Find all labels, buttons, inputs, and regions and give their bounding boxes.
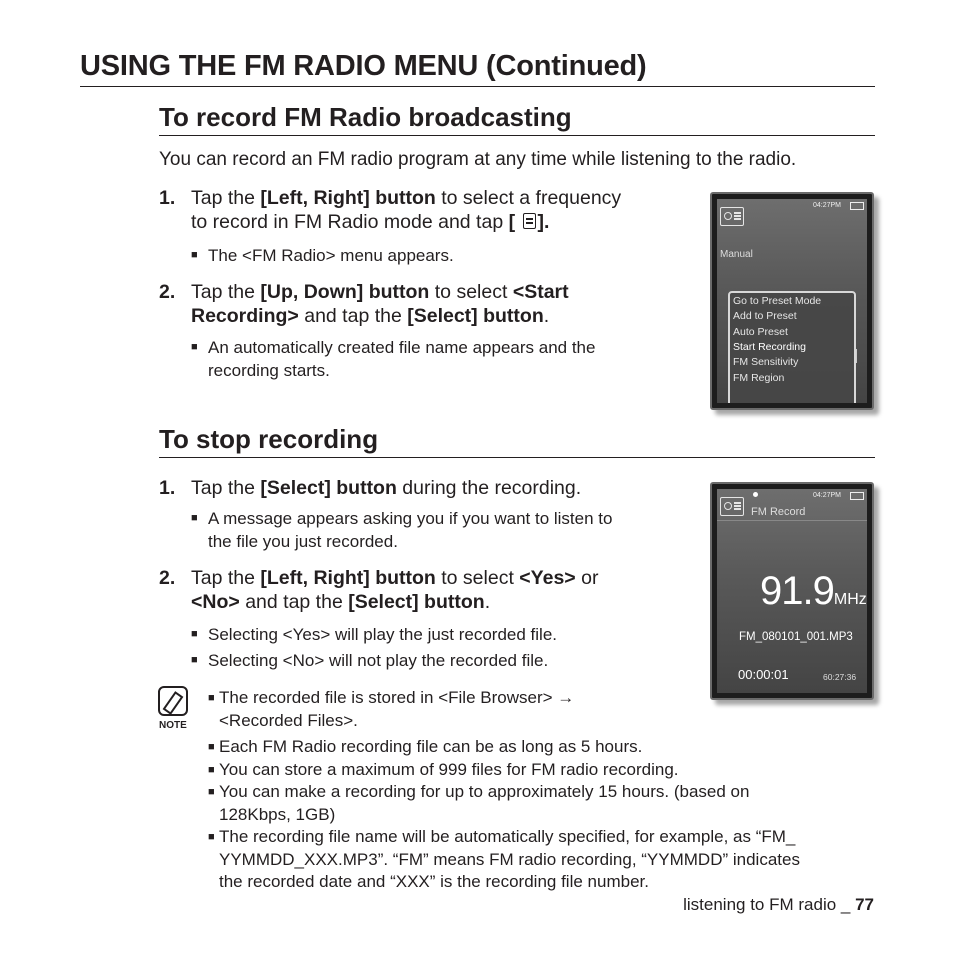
note-icon bbox=[158, 686, 188, 716]
section-rule bbox=[159, 457, 875, 458]
frequency-display: 91.9MHz bbox=[760, 569, 867, 613]
record-filename: FM_080101_001.MP3 bbox=[739, 631, 853, 643]
bullet-square: ■ bbox=[208, 786, 215, 798]
menu-item-go-to-preset-mode[interactable]: Go to Preset Mode bbox=[733, 295, 822, 307]
bullet-square: ■ bbox=[208, 741, 215, 753]
step-number: 2. bbox=[159, 281, 176, 303]
fm-radio-menu bbox=[728, 291, 856, 403]
screen-display bbox=[717, 199, 867, 403]
battery-icon bbox=[850, 202, 864, 210]
stop-step-1 bbox=[159, 476, 699, 502]
step-number: 2. bbox=[159, 567, 176, 589]
step-text: Tap the [Left, Right] button to select <Yes> or <No> and tap the [Select] button. bbox=[191, 567, 599, 613]
footer-section: listening to FM radio _ bbox=[683, 895, 856, 914]
menu-item-fm-region[interactable]: FM Region bbox=[733, 372, 785, 384]
device-screen-fm-record bbox=[710, 482, 874, 700]
bullet-square: ■ bbox=[208, 831, 215, 843]
screen-display bbox=[717, 489, 867, 693]
remaining-time: 60:27:36 bbox=[823, 672, 857, 682]
mode-label: FM Record bbox=[751, 506, 806, 518]
section-heading-stop: To stop recording bbox=[159, 424, 379, 454]
record-step-1 bbox=[159, 186, 699, 236]
tuning-scale-icon bbox=[856, 349, 867, 363]
menu-item-fm-sensitivity[interactable]: FM Sensitivity bbox=[733, 356, 799, 368]
stop-step-2 bbox=[159, 566, 699, 616]
step-text: Tap the [Select] button during the recording. bbox=[191, 477, 582, 499]
page-number: 77 bbox=[855, 895, 874, 914]
bullet-square: ■ bbox=[191, 654, 198, 666]
elapsed-time: 00:00:01 bbox=[738, 667, 789, 682]
menu-item-add-to-preset[interactable]: Add to Preset bbox=[733, 310, 797, 322]
step-text: Tap the [Up, Down] button to select <Start Recording> and tap the [Select] button. bbox=[191, 281, 569, 327]
note-label: NOTE bbox=[159, 720, 187, 731]
bullet-square: ■ bbox=[208, 692, 215, 704]
section-rule bbox=[159, 135, 875, 136]
menu-item-auto-preset[interactable]: Auto Preset bbox=[733, 326, 788, 338]
menu-item-start-recording[interactable]: Start Recording bbox=[733, 341, 806, 353]
intro-text: You can record an FM radio program at any time while listening to the radio. bbox=[159, 149, 797, 170]
step-number: 1. bbox=[159, 187, 176, 209]
page-title: USING THE FM RADIO MENU (Continued) bbox=[80, 50, 647, 82]
menu-icon bbox=[523, 213, 536, 229]
battery-icon bbox=[850, 492, 864, 500]
record-step-2 bbox=[159, 280, 699, 330]
bullet-square: ■ bbox=[191, 512, 198, 524]
bullet-square: ■ bbox=[191, 341, 198, 353]
device-screen-fm-menu bbox=[710, 192, 874, 410]
clock: 04:27PM bbox=[812, 202, 841, 209]
clock: 04:27PM bbox=[812, 492, 841, 499]
record-indicator-icon bbox=[753, 492, 758, 497]
radio-icon bbox=[720, 497, 744, 516]
bullet-square: ■ bbox=[191, 249, 198, 261]
page-footer bbox=[683, 895, 874, 915]
step-number: 1. bbox=[159, 477, 176, 499]
bullet-square: ■ bbox=[191, 628, 198, 640]
section-heading-record: To record FM Radio broadcasting bbox=[159, 102, 572, 132]
mode-label: Manual bbox=[720, 249, 753, 260]
radio-icon bbox=[720, 207, 744, 226]
bullet-square: ■ bbox=[208, 764, 215, 776]
title-rule bbox=[80, 86, 875, 87]
header-divider bbox=[717, 520, 867, 521]
step-text: Tap the [Left, Right] button to select a frequency to record in FM Radio mode and tap [ ]. bbox=[191, 187, 622, 233]
